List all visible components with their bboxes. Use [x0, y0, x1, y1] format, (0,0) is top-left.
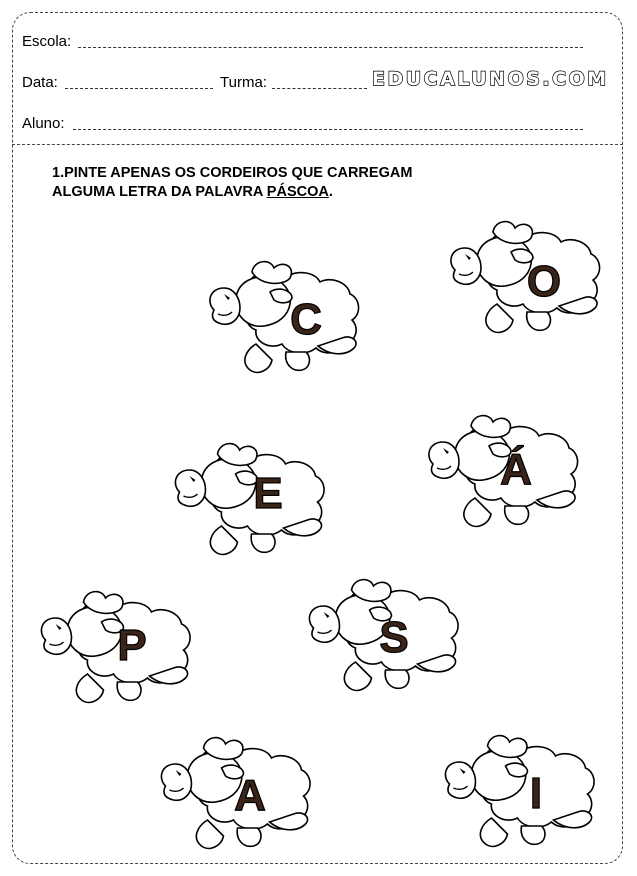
- header-divider: [12, 144, 623, 145]
- lamb-letter: E: [253, 469, 283, 518]
- lamb-i[interactable]: [430, 716, 606, 854]
- lamb-letter: S: [379, 613, 409, 662]
- instruction-text: [52, 164, 412, 202]
- instruction-line-2-prefix: ALGUMA LETRA DA PALAVRA: [52, 184, 267, 200]
- lamb-o[interactable]: [436, 202, 611, 340]
- date-label: Data:: [22, 74, 58, 91]
- brand-logo: EDUCALUNOS.COM: [372, 68, 609, 90]
- lamb-p[interactable]: [26, 572, 202, 710]
- lamb-letter: A: [234, 771, 266, 820]
- class-label: Turma:: [220, 74, 267, 91]
- date-field[interactable]: [65, 88, 213, 89]
- instruction-line-1: 1.PINTE APENAS OS CORDEIROS QUE CARREGAM: [52, 165, 413, 181]
- lamb-letter: Á: [500, 445, 532, 494]
- school-label: Escola:: [22, 33, 72, 50]
- class-field[interactable]: [272, 88, 367, 89]
- lamb-s[interactable]: [296, 560, 468, 698]
- lamb-a[interactable]: [148, 718, 320, 856]
- student-label: Aluno:: [22, 115, 65, 132]
- student-field[interactable]: [73, 129, 583, 130]
- lamb-letter: C: [290, 295, 322, 344]
- lamb-letter: O: [526, 257, 562, 306]
- instruction-line-2-suffix: .: [328, 184, 333, 200]
- lamb-c[interactable]: [200, 242, 365, 380]
- lamb-letter: I: [529, 769, 543, 818]
- lamb-a-acute[interactable]: [414, 396, 589, 534]
- lamb-e[interactable]: [162, 424, 334, 562]
- school-field[interactable]: [78, 47, 583, 48]
- target-word: PÁSCOA: [266, 184, 329, 200]
- instruction-line-2: [52, 183, 412, 202]
- lamb-letter: P: [117, 621, 147, 670]
